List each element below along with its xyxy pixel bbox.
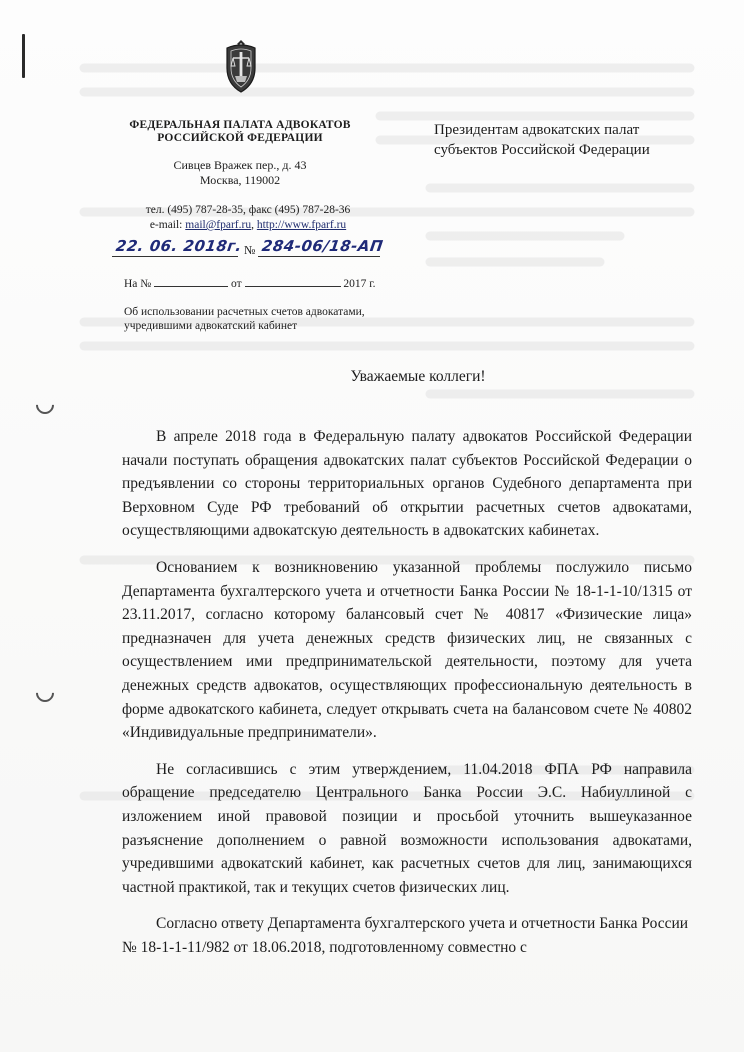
date-underline xyxy=(112,256,238,257)
letter-subject xyxy=(124,306,394,333)
organization-contacts xyxy=(118,203,378,233)
reference-line xyxy=(124,276,376,290)
reference-date-blank xyxy=(245,276,341,287)
body-paragraph-2: Основанием к возникновению указанной проблемы послужило письмо Департамента бухгалтерского учета и отчетности Банка России № 18-1-1-10/1315 от 23.11.2017, согласно которому балансовый счет № 40817 «Физические лица» предназначен для учета денежных средств физических лиц, не связанных с осуществлением ими предпринимательской деятельности, поэтому для учета денежных средств адвокатов, осуществляющих профессиональную деятельность в форме адвокатского кабинета, следует открывать счета на балансовом счете № 40802 «Индивидуальные предприниматели». xyxy=(122,558,692,742)
registration-date: 22. 06. 2018г. xyxy=(114,237,244,255)
body-paragraph-4: Согласно ответу Департамента бухгалтерского учета и отчетности Банка России № 18-1-1-11/982 от 18.06.2018, подготовленному совместно с xyxy=(122,915,689,956)
email-prefix: e-mail: xyxy=(149,219,186,231)
subject-line2: учредившими адвокатский кабинет xyxy=(124,319,298,332)
body-paragraph-1: В апреле 2018 года в Федеральную палату адвокатов Российской Федерации начали поступать обращения адвокатских палат субъектов Российской Федерации о предъявлении со стороны территориальных органов Судебного департамента при Верховном Суде РФ требований об открытии расчетных счетов адвокатами, осуществляющими адвокатскую деятельность в адвокатских кабинетах. xyxy=(122,428,692,540)
organization-name xyxy=(108,119,372,145)
org-name-line1: ФЕДЕРАЛЬНАЯ ПАЛАТА АДВОКАТОВ xyxy=(129,119,351,131)
reference-number-blank xyxy=(154,276,228,287)
reference-prefix: На № xyxy=(124,278,152,290)
binding-mark xyxy=(22,34,25,78)
email-link[interactable]: mail@fparf.ru xyxy=(185,219,252,231)
addressee-line1: Президентам адвокатских палат xyxy=(434,122,640,138)
phone-line: тел. (495) 787-28-35, факс (495) 787-28-36 xyxy=(145,204,351,216)
website-link[interactable]: http://www.fparf.ru xyxy=(256,219,347,231)
fpa-emblem-icon xyxy=(221,38,261,94)
punch-hole-icon xyxy=(32,392,57,417)
address-line1: Сивцев Вражек пер., д. 43 xyxy=(173,158,307,172)
body-paragraph-3: Не согласившись с этим утверждением, 11.04.2018 ФПА РФ направила обращение председателю Центрального Банка России Э.С. Набиуллиной с изложением иной правовой позиции и просьбой уточнить вышеуказанное разъяснение дополнением о равной возможности использования адвокатами, учредившими адвокатский кабинет, как расчетных счетов для лиц, занимающихся частной практикой, так и текущих счетов физических лиц. xyxy=(122,760,692,896)
greeting: Уважаемые коллеги! xyxy=(350,368,486,385)
punch-hole-icon xyxy=(32,680,57,705)
email-web-line xyxy=(118,218,378,233)
organization-address xyxy=(108,158,372,188)
address-line2: Москва, 119002 xyxy=(199,173,281,187)
addressee-line2: субъектов Российской Федерации xyxy=(434,142,650,158)
org-name-line2: РОССИЙСКОЙ ФЕДЕРАЦИИ xyxy=(157,132,323,144)
reference-from: от xyxy=(231,278,242,290)
reference-year: 2017 г. xyxy=(343,278,376,290)
number-underline xyxy=(258,256,380,257)
addressee xyxy=(434,120,704,160)
registration-number: 284-06/18-АП xyxy=(260,237,385,255)
subject-line1: Об использовании расчетных счетов адвокатами, xyxy=(124,306,365,318)
registration-number-label: № xyxy=(244,243,256,257)
email-web-separator: , xyxy=(251,219,257,231)
letter-body xyxy=(122,425,692,972)
